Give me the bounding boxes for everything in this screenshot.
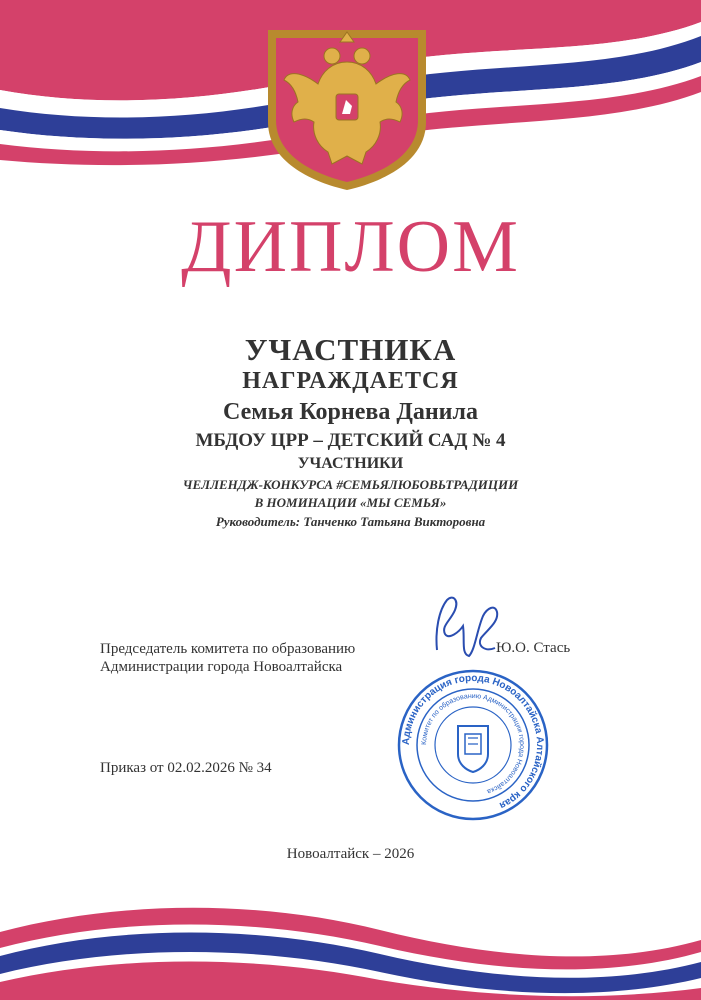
- diploma-subtitle: УЧАСТНИКА: [244, 332, 457, 367]
- city-year: Новоалтайск – 2026: [286, 846, 415, 862]
- handwritten-signature: [425, 590, 505, 665]
- signatory-position-line2: Администрации города Новоалтайска: [100, 659, 343, 675]
- organization-name: МБДОУ ЦРР – ДЕТСКИЙ САД № 4: [195, 430, 506, 451]
- order-reference: Приказ от 02.02.2026 № 34: [100, 760, 272, 776]
- signatory-position: [100, 640, 355, 676]
- coat-of-arms-icon: [458, 726, 488, 772]
- signatory-position-line1: Председатель комитета по образованию: [100, 641, 356, 657]
- bottom-flag-band: [0, 870, 701, 1000]
- official-stamp: [396, 668, 551, 823]
- nomination-name: В НОМИНАЦИИ «МЫ СЕМЬЯ»: [254, 495, 447, 510]
- supervisor-line: Руководитель: Танченко Татьяна Викторовна: [215, 514, 486, 529]
- stamp-outer-text: Администрация города Новоалтайска Алтайского края: [400, 672, 546, 811]
- diploma-title: ДИПЛОМ: [181, 206, 520, 288]
- recipient-name: Семья Корнева Данила: [223, 399, 478, 425]
- role-label: УЧАСТНИКИ: [297, 455, 404, 472]
- stamp-inner-text: Комитет по образованию Администрации города Новоалтайска: [420, 692, 526, 795]
- contest-name: ЧЕЛЛЕНДЖ-КОНКУРСА #СЕМЬЯЛЮБОВЬТРАДИЦИИ: [182, 477, 519, 492]
- signatory-name: Ю.О. Стась: [496, 640, 571, 656]
- awarded-label: НАГРАЖДАЕТСЯ: [242, 368, 459, 394]
- double-headed-eagle-icon: [262, 22, 432, 194]
